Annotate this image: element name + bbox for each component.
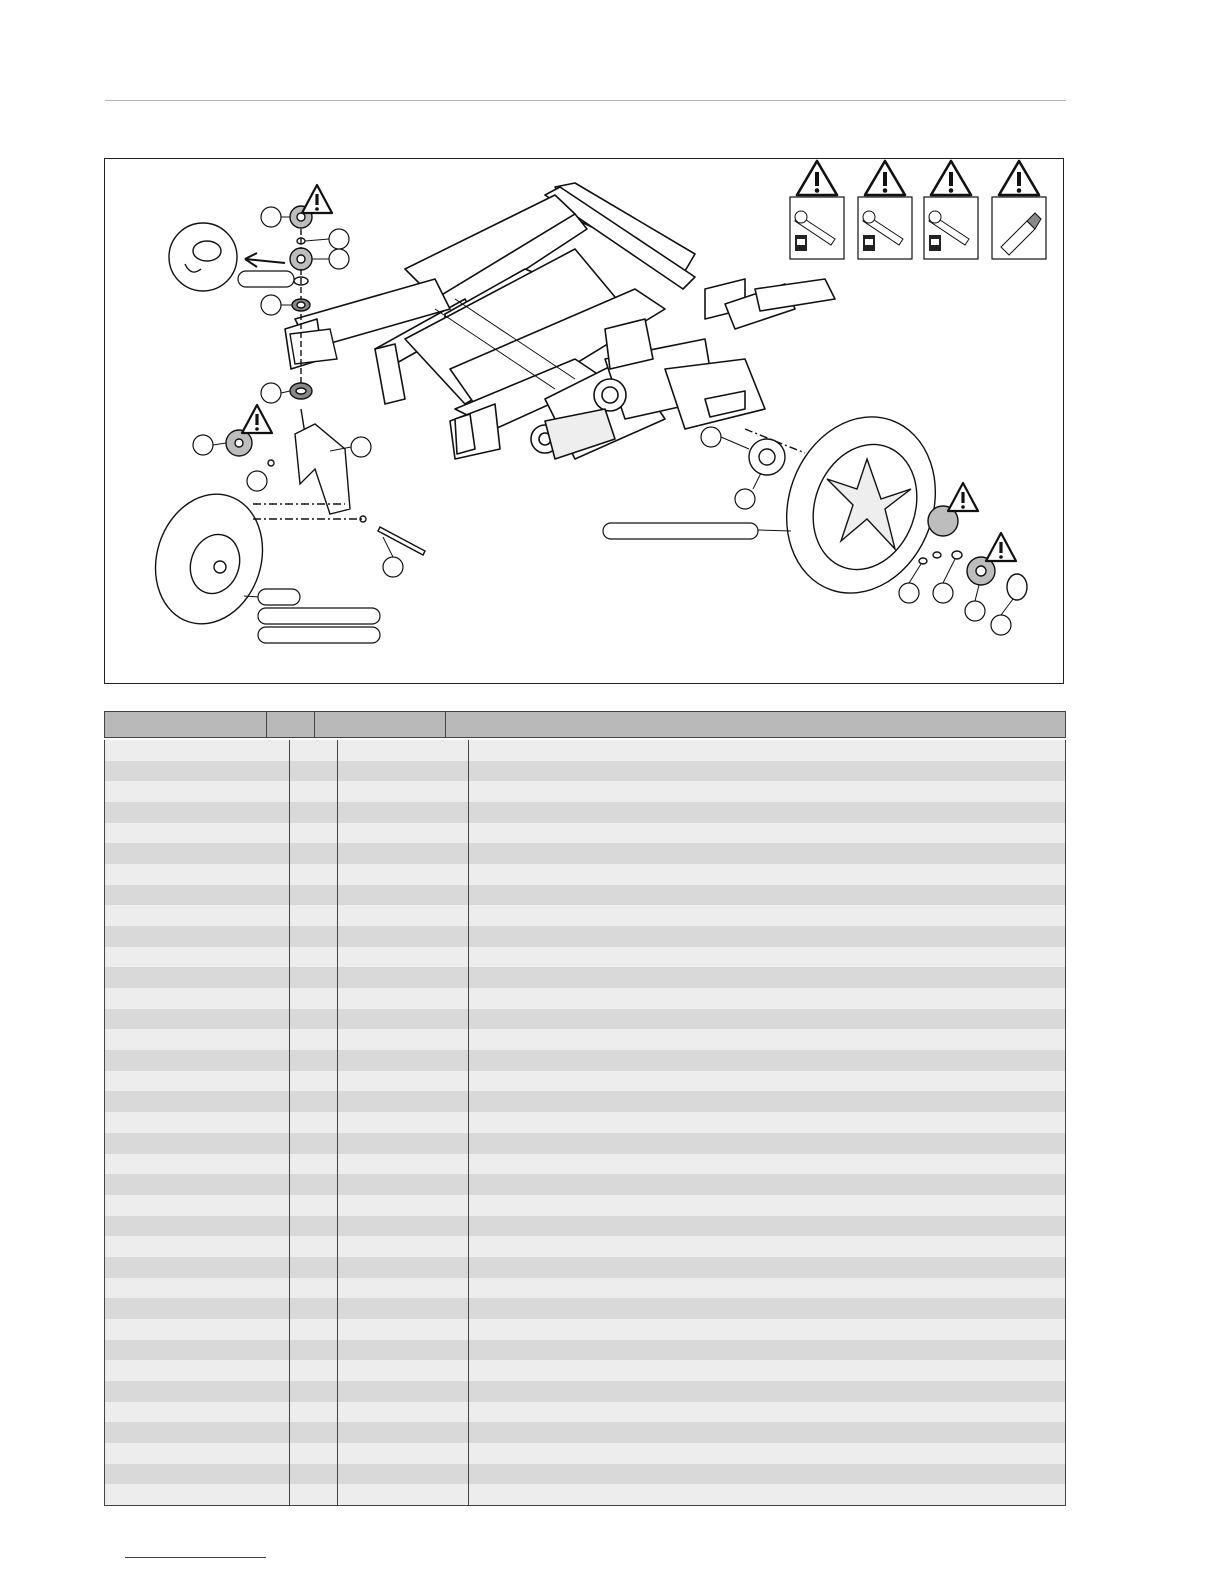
table-row — [105, 1174, 1065, 1195]
table-row — [105, 1133, 1065, 1154]
table-row — [105, 1443, 1065, 1464]
table-row — [105, 781, 1065, 802]
table-row — [105, 1112, 1065, 1133]
torque-spec-panel-1 — [790, 161, 844, 259]
table-row — [105, 1236, 1065, 1257]
table-row — [105, 1091, 1065, 1112]
table-row — [105, 1422, 1065, 1443]
table-row — [105, 1195, 1065, 1216]
table-row — [105, 740, 1065, 761]
table-row — [105, 1360, 1065, 1381]
table-row — [105, 988, 1065, 1009]
table-row — [105, 843, 1065, 864]
table-row — [105, 1029, 1065, 1050]
table-row — [105, 967, 1065, 988]
torque-spec-panel-2 — [858, 161, 912, 259]
table-row — [105, 1340, 1065, 1361]
table-row — [105, 1257, 1065, 1278]
header-divider — [314, 712, 315, 737]
table-row — [105, 1071, 1065, 1092]
table-row — [105, 947, 1065, 968]
header-rule — [105, 100, 1066, 101]
table-row — [105, 1154, 1065, 1175]
table-row — [105, 1402, 1065, 1423]
table-row — [105, 1484, 1065, 1505]
header-divider — [266, 712, 267, 737]
exploded-parts-diagram — [104, 158, 1064, 684]
label-box-hub — [238, 271, 294, 287]
threadlock-panel — [992, 161, 1046, 259]
label-box-caster-2 — [258, 608, 380, 624]
table-row — [105, 823, 1065, 844]
table-row — [105, 1009, 1065, 1030]
table-row — [105, 761, 1065, 782]
table-row — [105, 885, 1065, 906]
table-row — [105, 1319, 1065, 1340]
table-row — [105, 1216, 1065, 1237]
column-divider — [468, 740, 469, 1505]
table-row — [105, 905, 1065, 926]
table-row — [105, 1278, 1065, 1299]
table-row — [105, 1464, 1065, 1485]
table-row — [105, 1050, 1065, 1071]
diagram-drawing — [105, 159, 1065, 685]
column-divider — [337, 740, 338, 1505]
table-row — [105, 1298, 1065, 1319]
parts-table-header — [104, 711, 1066, 738]
footer-link-underline[interactable] — [125, 1557, 266, 1558]
drive-wheel-assembly — [745, 396, 1027, 614]
table-row — [105, 864, 1065, 885]
table-row — [105, 926, 1065, 947]
base-frame — [285, 183, 835, 459]
torque-spec-panel-3 — [924, 161, 978, 259]
parts-table — [104, 740, 1066, 1506]
label-box-drive-wheel — [603, 523, 758, 539]
table-row — [105, 802, 1065, 823]
label-box-caster-3 — [258, 627, 380, 643]
label-box-caster-1 — [258, 589, 300, 605]
header-divider — [445, 712, 446, 737]
table-row — [105, 1381, 1065, 1402]
column-divider — [289, 740, 290, 1505]
